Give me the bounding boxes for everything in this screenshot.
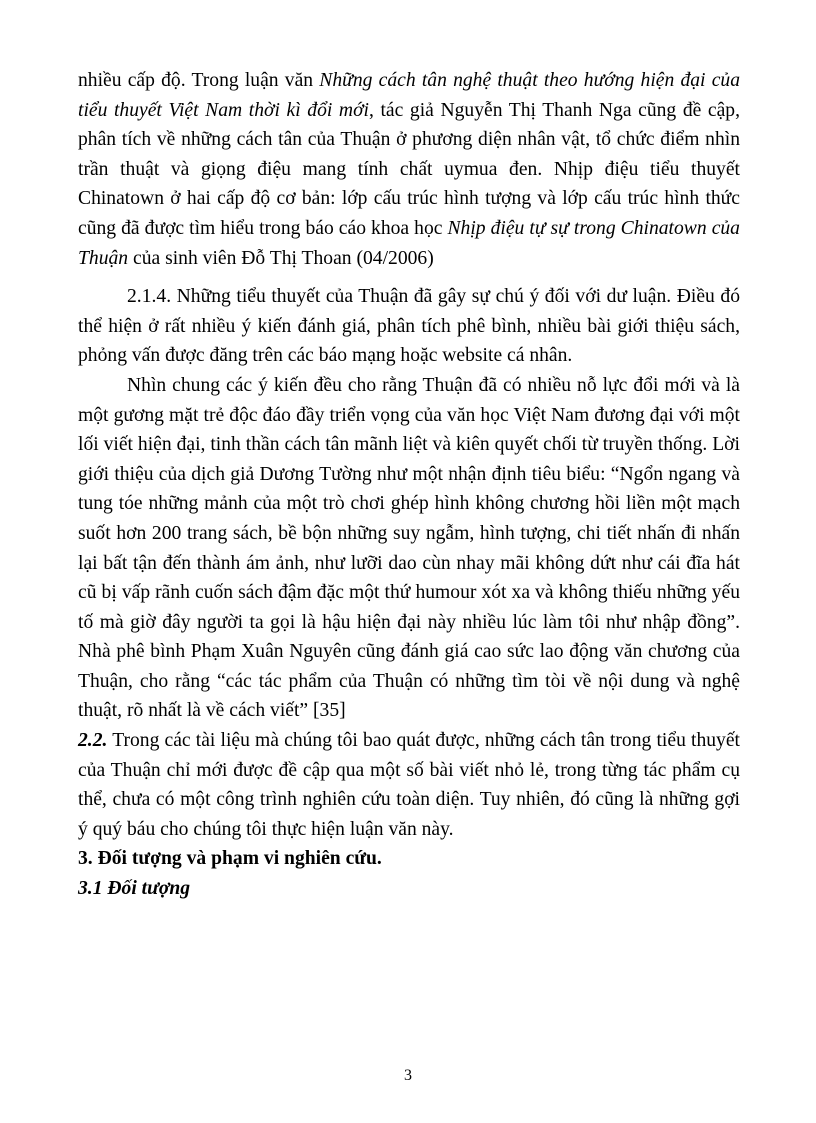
- paragraph-1: [78, 66, 740, 273]
- paragraph-2-2: [78, 726, 740, 844]
- paragraph-2-1-4: 2.1.4. Những tiểu thuyết của Thuận đã gây sự chú ý đối với dư luận. Điều đó thể hiện ở rất nhiều ý kiến đánh giá, phân tích phê bình, nhiều bài giới thiệu sách, phỏng vấn được đăng trên các báo mạng hoặc website cá nhân.: [78, 286, 740, 367]
- paragraph-1-text-e: của sinh viên Đỗ Thị Thoan (04/2006): [128, 247, 434, 269]
- report-title: Nhịp điệu tự sự trong Chinatown của Thuận: [78, 217, 740, 269]
- section-heading-3: 3. Đối tượng và phạm vi nghiên cứu.: [78, 848, 382, 870]
- section-number-2-2: 2.2.: [78, 730, 108, 752]
- section-heading-3-1: 3.1 Đối tượng: [78, 878, 191, 900]
- paragraph-1-text-a: nhiều cấp độ. Trong luận văn: [78, 70, 320, 91]
- paragraph-2-2-text: Trong các tài liệu mà chúng tôi bao quát được, những cách tân trong tiểu thuyết của Thuận chỉ mới được đề cập qua một số bài viết nhỏ lẻ, trong từng tác phẩm cụ thể, chưa có một công trình nghiên cứu toàn diện. Tuy nhiên, đó cũng là những gợi ý quý báu cho chúng tôi thực hiện luận văn này.: [78, 730, 740, 840]
- thesis-title: Những cách tân nghệ thuật theo hướng hiện đại của tiểu thuyết Việt Nam thời kì đổi mới: [78, 70, 740, 121]
- paragraph-3: Nhìn chung các ý kiến đều cho rằng Thuận đã có nhiều nỗ lực đổi mới và là một gương mặt trẻ độc đáo đầy triển vọng của văn học Việt Nam đương đại với một lối viết hiện đại, tinh thần cách tân mãnh liệt và kiên quyết chối từ truyền thống. Lời giới thiệu của dịch giả Dương Tường như một nhận định tiêu biểu: “Ngổn ngang và tung tóe những mảnh của một trò chơi ghép hình không chương hồi liền một mạch suốt hơn 200 trang sách, bề bộn những suy ngẫm, hình tượng, chi tiết nhấn đi nhấn lại bất tận đến thành ám ảnh, như lưỡi dao cùn nhay mãi không dứt như cái đĩa hát cũ bị vấp rãnh cuốn sách đậm đặc một thứ humour xót xa và không thiếu những yếu tố mà giờ đây người ta gọi là hậu hiện đại này nhiều lúc làm tôi như nhập đồng”. Nhà phê bình Phạm Xuân Nguyên cũng đánh giá cao sức lao động văn chương của Thuận, cho rằng “các tác phẩm của Thuận có những tìm tòi về nội dung và nghệ thuật, rõ nhất là về cách viết” [35]: [78, 374, 740, 722]
- paragraph-1-text-c: , tác giả Nguyễn Thị Thanh Nga cũng đề cập, phân tích về những cách tân của Thuận ở phương diện nhân vật, tổ chức điểm nhìn trần thuật và giọng điệu mang tính chất uymua đen. Nhịp điệu tiểu thuyết Chinatown ở hai cấp độ cơ bản: lớp cấu trúc hình tượng và lớp cấu trúc hình thức cũng đã được tìm hiểu trong báo cáo khoa học: [78, 99, 741, 239]
- document-page: [78, 66, 740, 904]
- page-number: 3: [404, 1067, 412, 1084]
